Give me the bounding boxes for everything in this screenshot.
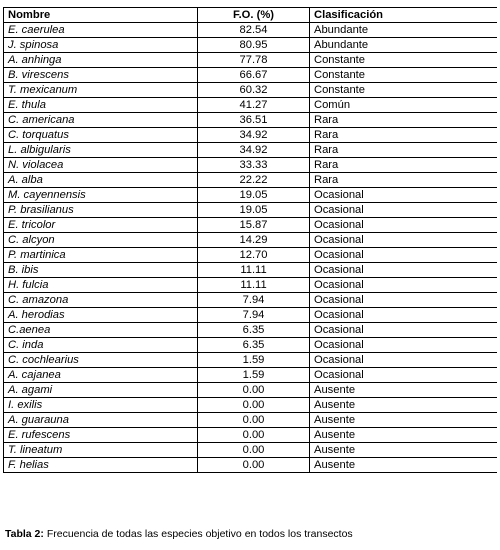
classification-cell: Ocasional xyxy=(310,203,498,218)
frequency-cell: 41.27 xyxy=(198,98,310,113)
species-name-cell: C. torquatus xyxy=(4,128,198,143)
table-row xyxy=(4,323,498,338)
frequency-cell: 34.92 xyxy=(198,128,310,143)
classification-cell: Ocasional xyxy=(310,338,498,353)
classification-cell: Ocasional xyxy=(310,353,498,368)
table-row xyxy=(4,293,498,308)
table-row xyxy=(4,443,498,458)
table-row xyxy=(4,143,498,158)
classification-cell: Ausente xyxy=(310,458,498,473)
species-name-cell: A. guarauna xyxy=(4,413,198,428)
frequency-cell: 66.67 xyxy=(198,68,310,83)
table-header-row xyxy=(4,8,498,23)
table-row xyxy=(4,428,498,443)
classification-cell: Ausente xyxy=(310,428,498,443)
table-row xyxy=(4,248,498,263)
frequency-cell: 0.00 xyxy=(198,383,310,398)
frequency-cell: 0.00 xyxy=(198,413,310,428)
classification-cell: Ocasional xyxy=(310,218,498,233)
frequency-cell: 11.11 xyxy=(198,278,310,293)
table-row xyxy=(4,128,498,143)
classification-cell: Ausente xyxy=(310,413,498,428)
table-row xyxy=(4,203,498,218)
classification-cell: Ocasional xyxy=(310,323,498,338)
frequency-cell: 7.94 xyxy=(198,308,310,323)
classification-cell: Constante xyxy=(310,83,498,98)
classification-cell: Abundante xyxy=(310,38,498,53)
species-name-cell: F. helias xyxy=(4,458,198,473)
frequency-cell: 80.95 xyxy=(198,38,310,53)
species-name-cell: A. anhinga xyxy=(4,53,198,68)
table-row xyxy=(4,113,498,128)
species-name-cell: J. spinosa xyxy=(4,38,198,53)
frequency-cell: 82.54 xyxy=(198,23,310,38)
table-row xyxy=(4,23,498,38)
frequency-cell: 0.00 xyxy=(198,428,310,443)
frequency-cell: 0.00 xyxy=(198,398,310,413)
species-name-cell: I. exilis xyxy=(4,398,198,413)
classification-cell: Ausente xyxy=(310,383,498,398)
table-row xyxy=(4,98,498,113)
caption-text: Frecuencia de todas las especies objetivo en todos los transectos xyxy=(46,528,353,540)
frequency-cell: 33.33 xyxy=(198,158,310,173)
table-row xyxy=(4,158,498,173)
frequency-cell: 77.78 xyxy=(198,53,310,68)
classification-cell: Común xyxy=(310,98,498,113)
table-row xyxy=(4,458,498,473)
species-frequency-table-container xyxy=(3,7,497,523)
species-name-cell: B. virescens xyxy=(4,68,198,83)
frequency-cell: 19.05 xyxy=(198,203,310,218)
table-row xyxy=(4,398,498,413)
species-name-cell: P. brasilianus xyxy=(4,203,198,218)
classification-cell: Constante xyxy=(310,53,498,68)
table-row xyxy=(4,263,498,278)
table-row xyxy=(4,338,498,353)
species-name-cell: C. alcyon xyxy=(4,233,198,248)
table-body xyxy=(4,23,498,473)
classification-cell: Ocasional xyxy=(310,308,498,323)
table-row xyxy=(4,173,498,188)
species-name-cell: C. cochlearius xyxy=(4,353,198,368)
species-name-cell: A. cajanea xyxy=(4,368,198,383)
table-caption xyxy=(5,528,353,540)
species-name-cell: T. mexicanum xyxy=(4,83,198,98)
table-row xyxy=(4,53,498,68)
frequency-cell: 19.05 xyxy=(198,188,310,203)
classification-cell: Ocasional xyxy=(310,248,498,263)
classification-cell: Rara xyxy=(310,143,498,158)
classification-cell: Ocasional xyxy=(310,293,498,308)
frequency-cell: 0.00 xyxy=(198,443,310,458)
species-name-cell: C. amazona xyxy=(4,293,198,308)
classification-cell: Rara xyxy=(310,173,498,188)
species-name-cell: C. inda xyxy=(4,338,198,353)
frequency-cell: 7.94 xyxy=(198,293,310,308)
classification-cell: Abundante xyxy=(310,23,498,38)
frequency-cell: 22.22 xyxy=(198,173,310,188)
frequency-cell: 11.11 xyxy=(198,263,310,278)
classification-cell: Ocasional xyxy=(310,278,498,293)
caption-label: Tabla 2: xyxy=(5,528,44,540)
header-fo: F.O. (%) xyxy=(198,8,310,23)
species-name-cell: H. fulcia xyxy=(4,278,198,293)
frequency-cell: 1.59 xyxy=(198,368,310,383)
species-name-cell: C.aenea xyxy=(4,323,198,338)
classification-cell: Rara xyxy=(310,128,498,143)
table-row xyxy=(4,308,498,323)
frequency-cell: 15.87 xyxy=(198,218,310,233)
classification-cell: Ausente xyxy=(310,443,498,458)
table-row xyxy=(4,218,498,233)
frequency-cell: 0.00 xyxy=(198,458,310,473)
header-nombre: Nombre xyxy=(4,8,198,23)
frequency-cell: 36.51 xyxy=(198,113,310,128)
species-name-cell: P. martinica xyxy=(4,248,198,263)
species-name-cell: B. ibis xyxy=(4,263,198,278)
frequency-cell: 14.29 xyxy=(198,233,310,248)
frequency-cell: 1.59 xyxy=(198,353,310,368)
frequency-cell: 12.70 xyxy=(198,248,310,263)
frequency-cell: 6.35 xyxy=(198,338,310,353)
classification-cell: Rara xyxy=(310,113,498,128)
classification-cell: Ocasional xyxy=(310,263,498,278)
species-name-cell: A. alba xyxy=(4,173,198,188)
classification-cell: Ocasional xyxy=(310,188,498,203)
table-row xyxy=(4,38,498,53)
table-row xyxy=(4,353,498,368)
species-name-cell: E. rufescens xyxy=(4,428,198,443)
species-name-cell: M. cayennensis xyxy=(4,188,198,203)
species-name-cell: E. tricolor xyxy=(4,218,198,233)
header-clasificacion: Clasificación xyxy=(310,8,498,23)
classification-cell: Ocasional xyxy=(310,233,498,248)
frequency-cell: 60.32 xyxy=(198,83,310,98)
table-row xyxy=(4,68,498,83)
table-row xyxy=(4,83,498,98)
table-row xyxy=(4,278,498,293)
classification-cell: Rara xyxy=(310,158,498,173)
classification-cell: Ocasional xyxy=(310,368,498,383)
table-row xyxy=(4,368,498,383)
frequency-cell: 34.92 xyxy=(198,143,310,158)
species-name-cell: T. lineatum xyxy=(4,443,198,458)
species-name-cell: C. americana xyxy=(4,113,198,128)
classification-cell: Constante xyxy=(310,68,498,83)
table-row xyxy=(4,413,498,428)
species-name-cell: L. albigularis xyxy=(4,143,198,158)
table-row xyxy=(4,188,498,203)
species-name-cell: A. herodias xyxy=(4,308,198,323)
species-frequency-table xyxy=(3,7,497,473)
species-name-cell: N. violacea xyxy=(4,158,198,173)
frequency-cell: 6.35 xyxy=(198,323,310,338)
table-row xyxy=(4,383,498,398)
species-name-cell: E. caerulea xyxy=(4,23,198,38)
species-name-cell: A. agami xyxy=(4,383,198,398)
species-name-cell: E. thula xyxy=(4,98,198,113)
table-row xyxy=(4,233,498,248)
classification-cell: Ausente xyxy=(310,398,498,413)
